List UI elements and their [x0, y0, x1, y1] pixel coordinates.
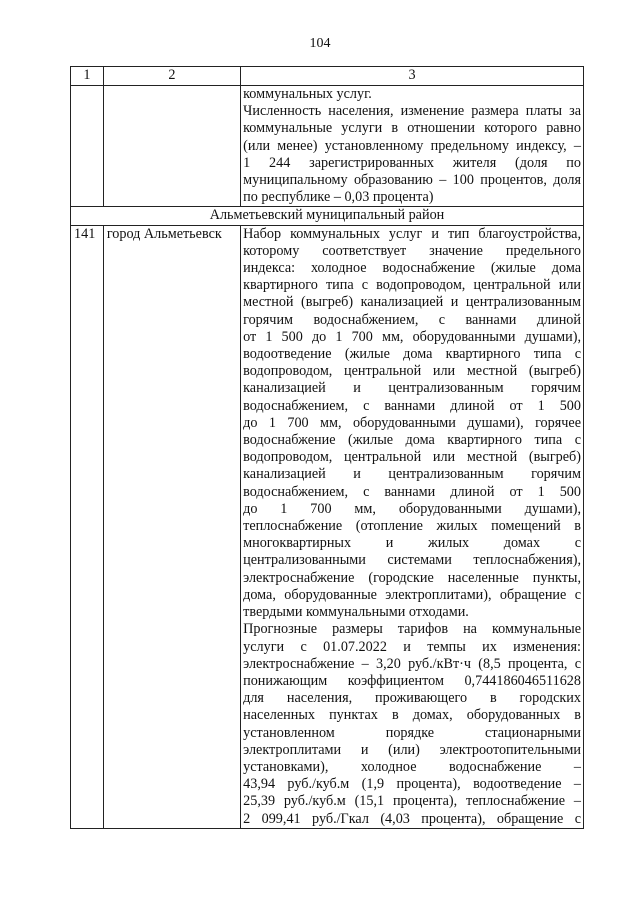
text-line: до 1 700 мм, оборудованными душами),: [243, 500, 581, 517]
text-line: населенных пунктах в домах, оборудованных в: [243, 707, 581, 724]
data-row-141: [71, 225, 584, 828]
text-line: понижающим коэффициентом 0,744186046511628: [243, 672, 581, 689]
text-line: водоснабжение (жилые дома квартирного типа с: [243, 432, 581, 449]
text-line: теплоснабжение (отопление жилых помещений в: [243, 518, 581, 535]
text-line: от 1 500 до 1 700 мм, оборудованными душами),: [243, 328, 581, 345]
text-line: электроснабжение – 3,20 руб./кВт·ч (8,5 процента, с: [243, 655, 581, 672]
text-line: установками), холодное водоснабжение –: [243, 758, 581, 775]
row-number: 141: [71, 225, 104, 828]
continued-text-cell: [241, 86, 584, 207]
text-line: местной (выгреб) канализацией и централизованным: [243, 294, 581, 311]
paragraph-services: [243, 226, 581, 622]
text-line: квартирного типа с водопроводом, центральной или: [243, 277, 581, 294]
text-line: водопроводом, центральной или местной (выгреб): [243, 449, 581, 466]
text-line: 43,94 руб./куб.м (1,9 процента), водоотведение –: [243, 776, 581, 793]
text-line: канализацией и централизованным горячим: [243, 380, 581, 397]
text-line: для населения, проживающего в городских: [243, 690, 581, 707]
text-line: Набор коммунальных услуг и тип благоустройства,: [243, 225, 581, 242]
text-line: электроснабжение (городские населенные пункты,: [243, 569, 581, 586]
text-line: Численность населения, изменение размера платы за: [243, 103, 581, 120]
text-line: водопроводом, центральной или местной (выгреб): [243, 363, 581, 380]
text-line: коммунальных услуг.: [243, 86, 372, 102]
continued-row: [71, 86, 584, 207]
text-line: установленном порядке стационарными: [243, 724, 581, 741]
text-line: электроплитами и (или) электроотопительными: [243, 741, 581, 758]
table-header-row: [71, 67, 584, 86]
text-line: муниципальному образованию – 100 процентов, доля: [243, 172, 581, 189]
header-col-2: 2: [103, 67, 240, 86]
region-title-row: [71, 207, 584, 225]
region-title: Альметьевский муниципальный район: [71, 207, 584, 225]
text-line: индекса: холодное водоснабжение (жилые дома: [243, 260, 581, 277]
text-line: коммунальные услуги в отношении которого равно: [243, 120, 581, 137]
text-line: дома, оборудованные электроплитами), обращение с: [243, 586, 581, 603]
text-line: 2 099,41 руб./Гкал (4,03 процента), обращение с: [243, 810, 581, 827]
text-line: водоснабжением, с ваннами длиной от 1 500: [243, 397, 581, 414]
text-line: твердыми коммунальными отходами.: [243, 604, 469, 621]
description-cell: [241, 225, 584, 828]
text-line: канализацией и централизованным горячим: [243, 466, 581, 483]
header-col-3: 3: [241, 67, 584, 86]
text-line: до 1 700 мм, оборудованными душами), горячее: [243, 414, 581, 431]
paragraph-tariffs: [243, 621, 581, 827]
header-col-1: 1: [71, 67, 104, 86]
text-line: водоотведение (жилые дома квартирного типа с: [243, 346, 581, 363]
text-line: которому соответствует значение предельного: [243, 242, 581, 259]
text-line: многоквартирных и жилых домах с: [243, 535, 581, 552]
text-line: 25,39 руб./куб.м (15,1 процента), теплоснабжение –: [243, 793, 581, 810]
document-table: [70, 66, 584, 829]
page-number: 104: [309, 36, 331, 51]
text-line: централизованными системами теплоснабжения),: [243, 552, 581, 569]
continued-cell-2: [103, 86, 240, 207]
text-line: Прогнозные размеры тарифов на коммунальные: [243, 621, 581, 638]
text-line: 1 244 зарегистрированных жителя (доля по: [243, 154, 581, 171]
municipality-name: город Альметьевск: [103, 225, 240, 828]
text-line: водоснабжением, с ваннами длиной от 1 500: [243, 483, 581, 500]
text-line: услуги с 01.07.2022 и темпы их изменения:: [243, 638, 581, 655]
continued-cell-1: [71, 86, 104, 207]
text-line: по республике – 0,03 процента): [243, 189, 434, 206]
text-line: (или менее) установленному предельному индексу, –: [243, 137, 581, 154]
text-line: горячим водоснабжением, с ваннами длиной: [243, 311, 581, 328]
